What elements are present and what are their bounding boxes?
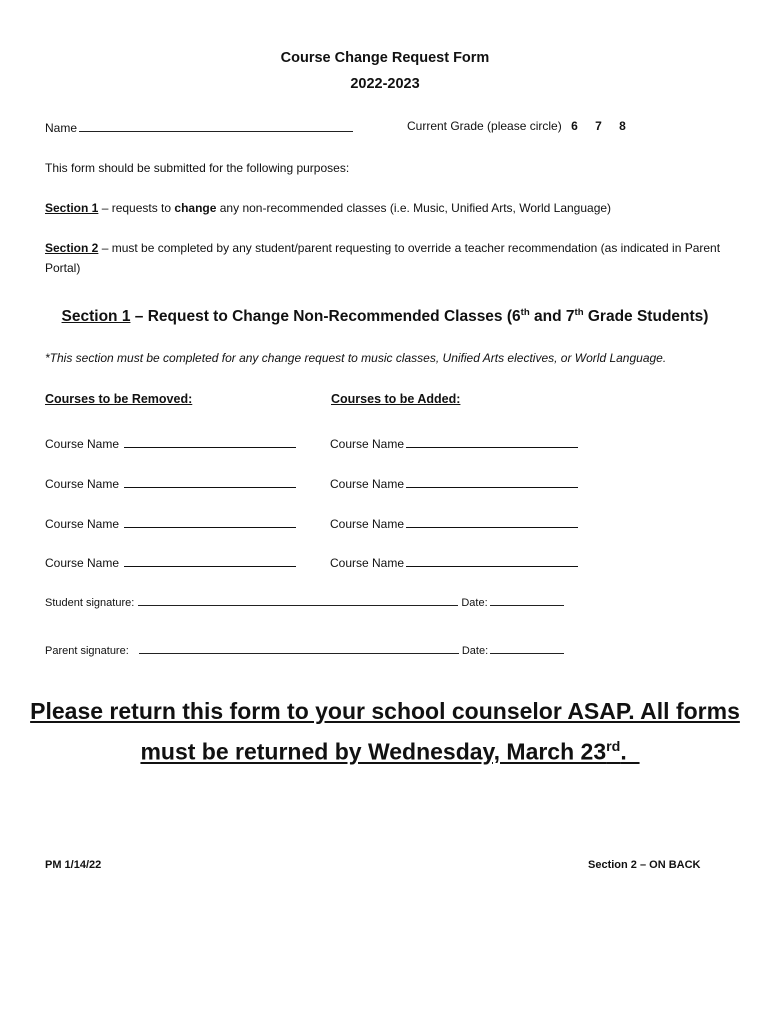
grade-option-6[interactable]: 6: [571, 119, 578, 133]
return-notice-sup: rd: [606, 739, 621, 755]
return-notice-line2: [0, 730, 770, 769]
section1-purpose: [45, 201, 611, 215]
course-name-label: Course Name: [45, 437, 120, 451]
course-name-label: Course Name: [45, 517, 120, 531]
parent-signature-line[interactable]: [139, 643, 459, 654]
course-name-label: Course Name: [330, 517, 405, 531]
grade-option-8[interactable]: 8: [619, 119, 626, 133]
section1-heading-b: and 7: [529, 308, 575, 326]
name-input-line[interactable]: [79, 119, 353, 132]
added-course-input-2[interactable]: [406, 475, 578, 488]
section2-purpose-text: – must be completed by any student/parent requesting to override a teacher recommendation (as indicated in Parent Portal): [45, 241, 721, 275]
section1-purpose-pre: – requests to: [98, 201, 175, 215]
footer-right: Section 2 – ON BACK: [588, 859, 701, 871]
return-notice-line1: Please return this form to your school counselor ASAP. All forms: [30, 698, 740, 724]
removed-course-input-1[interactable]: [124, 435, 296, 448]
section1-heading-label: Section 1: [61, 308, 131, 326]
added-course-input-3[interactable]: [406, 515, 578, 528]
name-field-row: [45, 119, 353, 135]
removed-course-row-4: [45, 554, 296, 570]
section2-purpose: [45, 238, 730, 278]
removed-course-row-3: [45, 515, 296, 531]
purposes-text: This form should be submitted for the following purposes:: [45, 161, 350, 175]
section2-purpose-label: Section 2: [45, 241, 99, 255]
parent-date-label: Date:: [461, 645, 489, 657]
form-title: Course Change Request Form: [280, 50, 490, 66]
section1-heading-sup2: th: [574, 307, 584, 318]
return-notice-end: .: [620, 738, 640, 765]
removed-course-input-2[interactable]: [124, 475, 296, 488]
name-label: Name: [45, 121, 78, 135]
added-course-input-1[interactable]: [406, 435, 578, 448]
section1-heading-sup1: th: [520, 307, 530, 318]
removed-course-row-1: [45, 435, 296, 451]
student-signature-label: Student signature:: [45, 597, 135, 609]
added-course-row-1: [330, 435, 578, 451]
parent-signature-label: Parent signature:: [45, 645, 129, 657]
added-course-row-4: [330, 554, 578, 570]
course-name-label: Course Name: [330, 556, 405, 570]
section1-purpose-post: any non-recommended classes (i.e. Music, Unified Arts, World Language): [216, 201, 612, 215]
section1-heading: [0, 307, 770, 326]
parent-signature-row: [45, 643, 564, 657]
grade-label: Current Grade (please circle): [407, 119, 562, 133]
form-year: 2022-2023: [350, 76, 420, 92]
removed-course-row-2: [45, 475, 296, 491]
added-course-row-3: [330, 515, 578, 531]
grade-option-7[interactable]: 7: [595, 119, 602, 133]
student-signature-line[interactable]: [138, 595, 458, 606]
footer-left: PM 1/14/22: [45, 859, 102, 871]
courses-removed-header: Courses to be Removed:: [45, 392, 193, 406]
course-name-label: Course Name: [45, 556, 120, 570]
student-date-label: Date:: [461, 597, 488, 609]
course-name-label: Course Name: [330, 477, 405, 491]
section1-note: *This section must be completed for any change request to music classes, Unified Arts electives, or World Language.: [45, 351, 667, 365]
section1-heading-c: Grade Students): [583, 308, 709, 326]
student-date-line[interactable]: [490, 595, 564, 606]
course-name-label: Course Name: [45, 477, 120, 491]
added-course-input-4[interactable]: [406, 554, 578, 567]
section1-purpose-bold: change: [174, 201, 217, 215]
course-name-label: Course Name: [330, 437, 405, 451]
return-notice-date: must be returned by Wednesday, March 23: [140, 738, 607, 765]
added-course-row-2: [330, 475, 578, 491]
removed-course-input-3[interactable]: [124, 515, 296, 528]
grade-row: [407, 119, 626, 133]
section1-purpose-label: Section 1: [45, 201, 99, 215]
courses-added-header: Courses to be Added:: [331, 392, 461, 406]
section1-heading-a: – Request to Change Non-Recommended Classes (6: [130, 308, 521, 326]
parent-date-line[interactable]: [490, 643, 564, 654]
student-signature-row: [45, 595, 564, 609]
removed-course-input-4[interactable]: [124, 554, 296, 567]
